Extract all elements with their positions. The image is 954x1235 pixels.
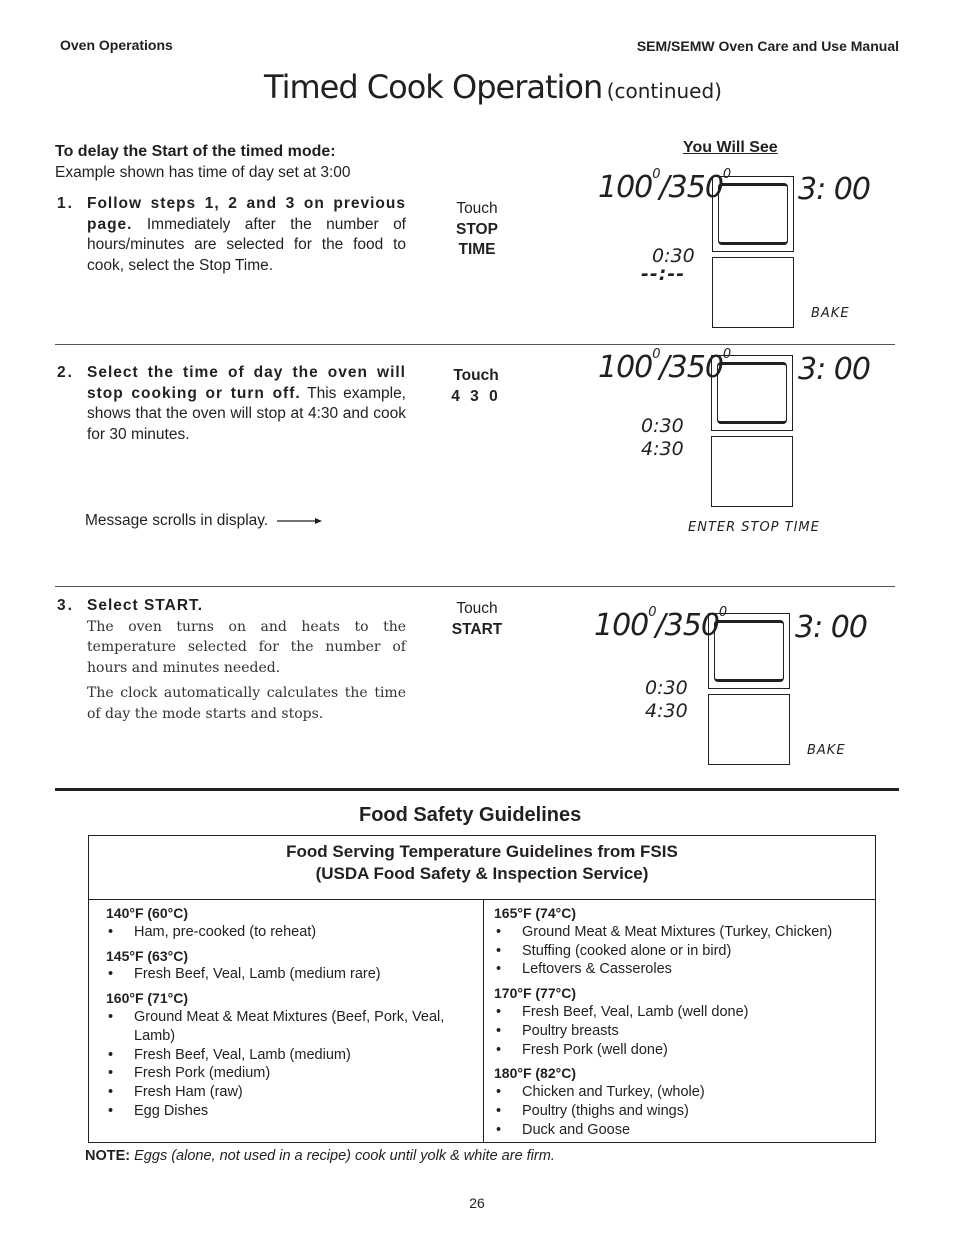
temperature-readout: $100^0/350^0$ [598,167,731,205]
step-instruction: Select START. [87,597,204,614]
temp-heading: 160°F (71°C) [106,990,189,1007]
note-label: NOTE: [85,1148,131,1164]
divider [55,586,895,587]
manual-title: SEM/SEMW Oven Care and Use Manual [636,38,899,54]
list-item: • Stuffing (cooked alone or in bird) [494,942,874,961]
step-detail: The clock automatically calculates the time of day the mode starts and stops. [87,685,406,722]
food-safety-title: Food Safety Guidelines [359,804,582,826]
list-item: • Fresh Beef, Veal, Lamb (medium) [106,1046,478,1065]
list-item: • Fresh Ham (raw) [106,1083,478,1102]
touch-key: 4 3 0 [451,387,501,405]
list-item: • Fresh Beef, Veal, Lamb (medium rare) [106,965,478,984]
food-safety-table [88,835,876,1143]
page-title-sub: (continued) [606,79,722,103]
page-title [264,68,722,106]
lower-oven-icon [711,436,793,507]
list-item: • Fresh Pork (well done) [494,1041,874,1060]
section-divider [55,788,899,791]
list-item: • Fresh Beef, Veal, Lamb (well done) [494,1003,874,1022]
list-item: • Ham, pre-cooked (to reheat) [106,923,478,942]
upper-oven-icon [711,355,793,431]
list-item: • Poultry (thighs and wings) [494,1102,874,1121]
temp-heading: 145°F (63°C) [106,947,189,964]
step-number: 2. [57,364,74,381]
arrow-right-icon [277,516,323,526]
temp-heading: 165°F (74°C) [494,905,577,921]
list-item: • Ground Meat & Meat Mixtures (Turkey, Chicken) [494,923,874,942]
list-item: • Egg Dishes [106,1102,478,1121]
intro-heading: To delay the Start of the timed mode: [55,143,336,160]
scroll-note-text: Message scrolls in display. [85,512,269,529]
clock-readout: 3: 00 [798,172,870,207]
temp-group [494,904,874,979]
temp-group [106,989,478,1121]
touch-key: STOP [456,220,498,238]
touch-label: Touch [456,600,498,617]
list-item: • Fresh Pork (medium) [106,1064,478,1083]
table-heading [89,836,875,900]
lower-oven-icon [708,694,790,765]
note-text: Eggs (alone, not used in a recipe) cook until yolk & white are firm. [130,1148,555,1164]
page-title-main: Timed Cook Operation [264,68,603,106]
temp-group [106,947,478,985]
temperature-readout: $100^0/350^0$ [594,605,727,643]
step-2 [57,363,406,445]
startat-value: 4:30 [645,700,688,722]
upper-oven-icon [708,613,790,689]
display-message: BAKE [807,743,846,758]
display-message: BAKE [811,306,850,321]
temp-heading: 180°F (82°C) [494,1065,577,1082]
section-header: Oven Operations [60,37,173,53]
temp-group [494,984,874,1059]
lower-oven-icon [712,257,794,328]
step-detail: This example, shows that the oven will stop at 4:30 and cook for 30 minutes. [87,384,406,443]
list-item: • Chicken and Turkey, (whole) [494,1083,874,1102]
clock-readout: 3: 00 [798,352,870,387]
step-number: 3. [57,597,74,614]
step-1 [57,194,406,276]
column-divider [483,900,484,1143]
temp-heading: 140°F (60°C) [106,905,189,921]
scroll-note [85,512,323,530]
touch-label: Touch [456,200,498,217]
touch-instruction-3 [437,599,517,640]
list-item: • Leftovers & Casseroles [494,960,874,979]
step-number: 1. [57,195,74,212]
step-instruction: Select the time of day the oven will stop cooking or turn off. [87,364,406,402]
egg-note [85,1148,555,1164]
display-message: ENTER STOP TIME [688,520,820,535]
temp-heading: 170°F (77°C) [494,985,577,1002]
list-item: • Poultry breasts [494,1022,874,1041]
clock-readout: 3: 00 [795,610,867,645]
step-detail: Immediately after the number of hours/minutes are selected for the food to cook, select the Stop Time. [87,215,406,274]
step-instruction: Follow steps 1, 2 and 3 on previous page. [87,195,406,233]
stoptime-value: 4:30 [641,438,684,460]
list-item: • Duck and Goose [494,1121,874,1140]
temp-group [494,1064,874,1139]
intro-example: Example shown has time of day set at 3:00 [55,164,351,181]
table-title-line-2: (USDA Food Safety & Inspection Service) [315,864,649,883]
temp-group [106,904,478,942]
touch-key: START [451,620,503,638]
right-column [494,904,874,1145]
upper-oven-icon [712,176,794,252]
you-will-see-heading: You Will See [683,139,778,156]
list-item: • Ground Meat & Meat Mixtures (Beef, Pork, Veal, Lamb) [106,1008,478,1046]
touch-instruction-1 [437,199,517,261]
table-title-line-1: Food Serving Temperature Guidelines from FSIS [286,842,678,861]
touch-instruction-2 [436,366,516,407]
step-detail: The oven turns on and heats to the temperature selected for the number of hours and minutes needed. [87,618,406,676]
divider [55,344,895,345]
cooktime-value: 0:30 [641,415,684,437]
cooktime-value: 0:30 [645,677,688,699]
left-column [106,904,478,1126]
stoptime-value: --:-- [641,263,686,285]
temperature-readout: $100^0/350^0$ [598,347,731,385]
step-3 [57,596,406,724]
page-number: 26 [469,1195,485,1211]
touch-label: Touch [453,367,499,384]
touch-key: TIME [458,241,496,258]
cooktime-value: 0:30 [652,245,695,267]
